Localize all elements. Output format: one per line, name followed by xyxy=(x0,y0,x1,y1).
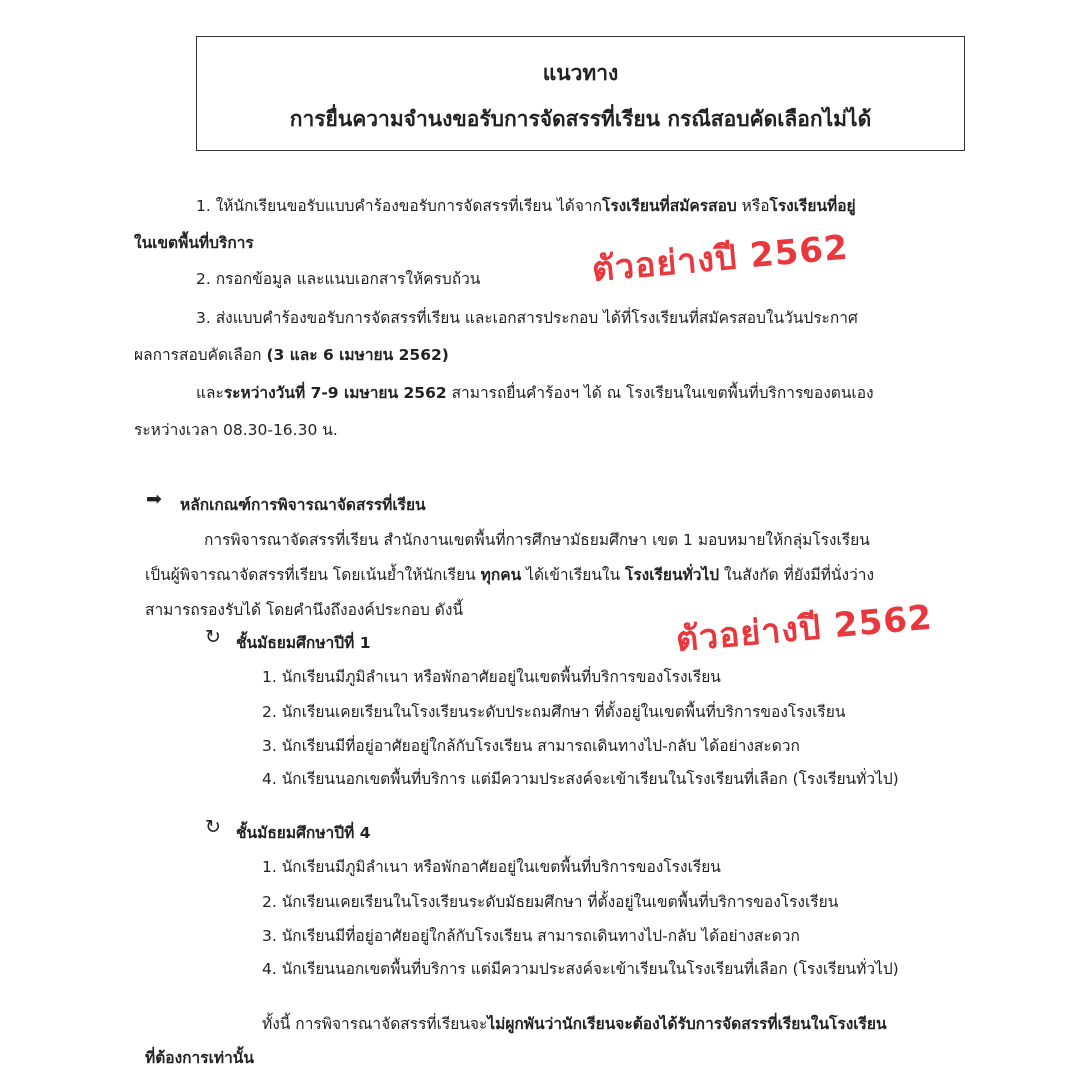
criteria-heading: หลักเกณฑ์การพิจารณาจัดสรรที่เรียน xyxy=(180,496,426,514)
grade-4-item-1: 1. นักเรียนมีภูมิลำเนา หรือพักอาศัยอยู่ในเขตพื้นที่บริการของโรงเรียน xyxy=(262,858,721,876)
title-line-1: แนวทาง xyxy=(542,61,619,85)
grade-1-heading: ชั้นมัธยมศึกษาปีที่ 1 xyxy=(236,634,371,652)
step-3-line-2: ผลการสอบคัดเลือก (3 และ 6 เมษายน 2562) xyxy=(134,346,449,364)
footer-line-2: ที่ต้องการเท่านั้น xyxy=(145,1049,254,1067)
cycle-icon: ↻ xyxy=(205,626,221,648)
criteria-paragraph-1: การพิจารณาจัดสรรที่เรียน สำนักงานเขตพื้นที่การศึกษามัธยมศึกษา เขต 1 มอบหมายให้กลุ่มโรงเรียน xyxy=(204,531,870,549)
criteria-paragraph-2: เป็นผู้พิจารณาจัดสรรที่เรียน โดยเน้นย้ำให้นักเรียน ทุกคน ได้เข้าเรียนใน โรงเรียนทั่วไป ในสังกัด ที่ยังมีที่นั่งว่าง xyxy=(145,566,875,584)
arrow-right-icon: ➡ xyxy=(146,488,162,510)
footer-line-1: ทั้งนี้ การพิจารณาจัดสรรที่เรียนจะไม่ผูกพันว่านักเรียนจะต้องได้รับการจัดสรรที่เรียนในโรงเรียน xyxy=(262,1015,887,1033)
grade-1-item-3: 3. นักเรียนมีที่อยู่อาศัยอยู่ใกล้กับโรงเรียน สามารถเดินทางไป-กลับ ได้อย่างสะดวก xyxy=(262,737,800,755)
step-2: 2. กรอกข้อมูล และแนบเอกสารให้ครบถ้วน xyxy=(196,270,481,288)
criteria-paragraph-3: สามารถรองรับได้ โดยคำนึงถึงองค์ประกอบ ดังนี้ xyxy=(145,601,464,619)
title-line-2: การยื่นความจำนงขอรับการจัดสรรที่เรียน กรณีสอบคัดเลือกไม่ได้ xyxy=(289,107,872,131)
cycle-icon: ↻ xyxy=(205,816,221,838)
grade-1-item-4: 4. นักเรียนนอกเขตพื้นที่บริการ แต่มีความประสงค์จะเข้าเรียนในโรงเรียนที่เลือก (โรงเรียนทั่วไป) xyxy=(262,770,899,788)
step-4-line-1: และระหว่างวันที่ 7-9 เมษายน 2562 สามารถยื่นคำร้องฯ ได้ ณ โรงเรียนในเขตพื้นที่บริการของตนเอง xyxy=(196,384,874,402)
step-4-line-2: ระหว่างเวลา 08.30-16.30 น. xyxy=(134,421,338,439)
step-1-line-1: 1. ให้นักเรียนขอรับแบบคำร้องขอรับการจัดสรรที่เรียน ได้จากโรงเรียนที่สมัครสอบ หรือโรงเรียนที่อยู่ xyxy=(196,197,856,215)
step-3-line-1: 3. ส่งแบบคำร้องขอรับการจัดสรรที่เรียน และเอกสารประกอบ ได้ที่โรงเรียนที่สมัครสอบในวันประกาศ xyxy=(196,309,858,327)
step-1-line-2: ในเขตพื้นที่บริการ xyxy=(134,234,254,252)
grade-4-heading: ชั้นมัธยมศึกษาปีที่ 4 xyxy=(236,824,371,842)
grade-1-item-2: 2. นักเรียนเคยเรียนในโรงเรียนระดับประถมศึกษา ที่ตั้งอยู่ในเขตพื้นที่บริการของโรงเรียน xyxy=(262,703,846,721)
grade-4-item-3: 3. นักเรียนมีที่อยู่อาศัยอยู่ใกล้กับโรงเรียน สามารถเดินทางไป-กลับ ได้อย่างสะดวก xyxy=(262,927,800,945)
grade-4-item-4: 4. นักเรียนนอกเขตพื้นที่บริการ แต่มีความประสงค์จะเข้าเรียนในโรงเรียนที่เลือก (โรงเรียนทั่วไป) xyxy=(262,960,899,978)
sample-stamp-1: ตัวอย่างปี 2562 xyxy=(590,227,851,290)
grade-1-item-1: 1. นักเรียนมีภูมิลำเนา หรือพักอาศัยอยู่ในเขตพื้นที่บริการของโรงเรียน xyxy=(262,668,721,686)
grade-4-item-2: 2. นักเรียนเคยเรียนในโรงเรียนระดับมัธยมศึกษา ที่ตั้งอยู่ในเขตพื้นที่บริการของโรงเรียน xyxy=(262,893,839,911)
sample-stamp-2: ตัวอย่างปี 2562 xyxy=(674,597,935,660)
title-box xyxy=(196,36,965,151)
